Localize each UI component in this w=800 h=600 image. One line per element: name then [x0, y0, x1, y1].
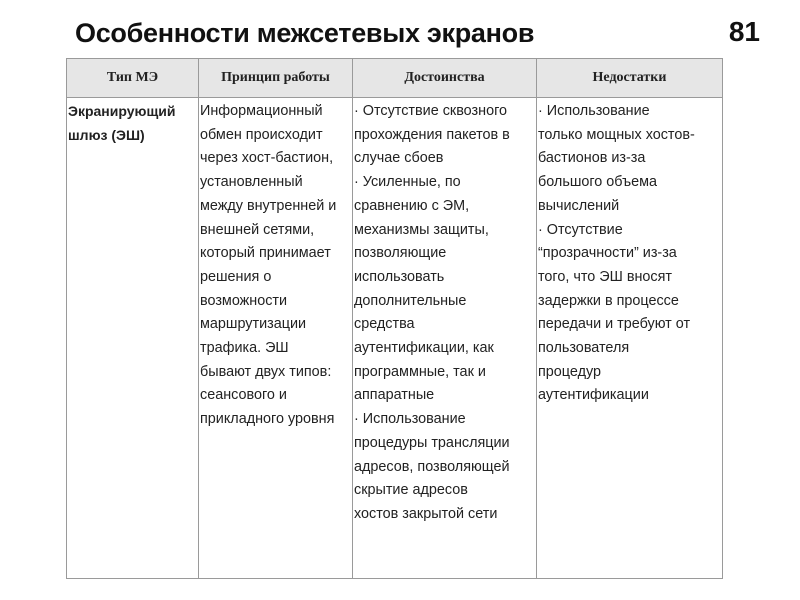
cell-line: · Отсутствие сквозного — [354, 103, 508, 119]
cell-line: возможности — [200, 292, 288, 309]
header-principle: Принцип работы — [199, 59, 353, 98]
cell-line: · Использование — [354, 411, 466, 428]
cell-line: через хост-бастион, — [200, 150, 334, 167]
cell-line: аппаратные — [354, 387, 435, 404]
cell-line: вычислений — [538, 197, 620, 214]
cell-line: того, что ЭШ вносят — [538, 268, 672, 285]
table-header-row — [67, 59, 723, 98]
cell-line: Информационный — [200, 103, 323, 119]
cell-line: · Усиленные, по — [354, 174, 461, 191]
cell-line: случае сбоев — [354, 150, 444, 167]
cell-line: прикладного уровня — [200, 411, 335, 428]
cell-line: большого объема — [538, 174, 657, 191]
cell-type — [67, 98, 199, 579]
cell-line: прохождения пакетов в — [354, 126, 510, 143]
cell-advantages — [353, 98, 537, 579]
cell-line: позволяющие — [354, 245, 447, 262]
cell-line: передачи и требуют от — [538, 316, 691, 333]
cell-line: · Использование — [538, 103, 650, 119]
cell-line: бывают двух типов: — [200, 363, 332, 380]
firewall-comparison-table — [66, 58, 723, 579]
cell-line: пользователя — [538, 340, 630, 357]
cell-line: трафика. ЭШ — [200, 340, 289, 357]
cell-disadvantages — [537, 98, 723, 579]
cell-line: аутентификации — [538, 387, 649, 404]
cell-line: · Отсутствие — [538, 221, 623, 238]
slide-number: 81 — [728, 16, 760, 47]
cell-line: хостов закрытой сети — [354, 505, 498, 522]
cell-line: скрытие адресов — [354, 482, 468, 499]
cell-line: процедуры трансляции — [354, 434, 510, 451]
cell-line: шлюз (ЭШ) — [68, 126, 145, 143]
cell-line: задержки в процессе — [538, 292, 679, 309]
cell-line: программные, так и — [354, 363, 486, 380]
header-advantages: Достоинства — [353, 59, 537, 98]
cell-line: маршрутизации — [200, 316, 307, 333]
cell-line: бастионов из-за — [538, 150, 646, 167]
slide-title: Особенности межсетевых экранов — [75, 18, 535, 48]
cell-line: между внутренней и — [200, 197, 337, 214]
cell-line: обмен происходит — [200, 126, 323, 143]
cell-line: “прозрачности” из-за — [538, 245, 677, 262]
cell-line: сравнению с ЭМ, — [354, 197, 470, 214]
cell-line: процедур — [538, 363, 602, 380]
cell-line: использовать — [354, 268, 445, 285]
cell-line: Экранирующий — [68, 103, 176, 119]
cell-line: средства — [354, 316, 415, 333]
cell-line: механизмы защиты, — [354, 221, 489, 238]
cell-line: дополнительные — [354, 292, 467, 309]
cell-line: только мощных хостов- — [538, 126, 695, 143]
header-type: Тип МЭ — [67, 59, 199, 98]
cell-line: внешней сетями, — [200, 221, 315, 238]
cell-line: аутентификации, как — [354, 340, 494, 357]
cell-line: адресов, позволяющей — [354, 458, 510, 475]
cell-line: сеансового и — [200, 387, 287, 404]
header-disadvantages: Недостатки — [537, 59, 723, 98]
cell-line: решения о — [200, 268, 272, 285]
table-row — [67, 98, 723, 579]
cell-line: который принимает — [200, 245, 331, 262]
cell-principle — [199, 98, 353, 579]
cell-line: установленный — [200, 174, 303, 191]
